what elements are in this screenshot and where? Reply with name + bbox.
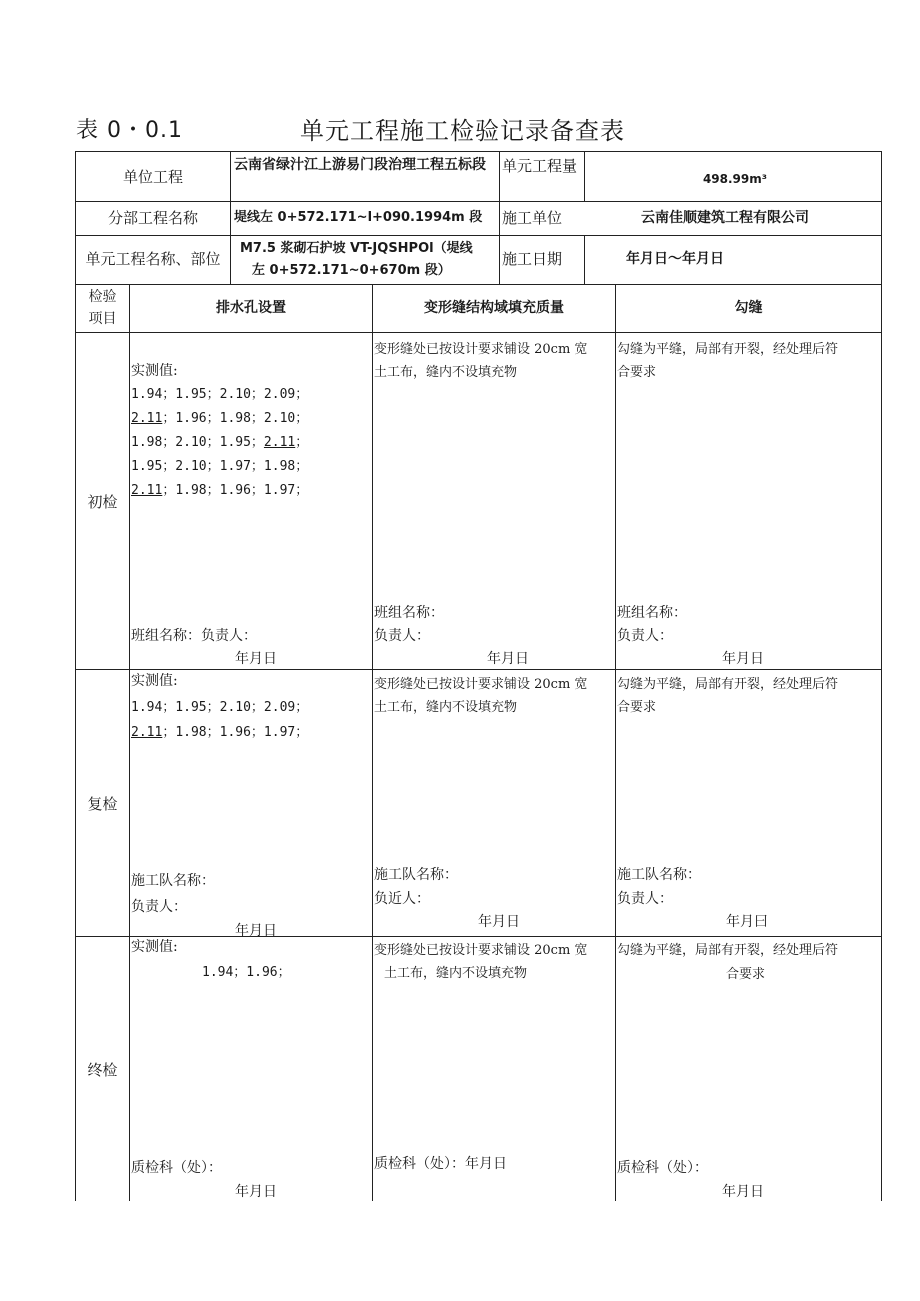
first-measured-label: 实测值: [131,363,178,379]
final-measured-label: 实测值: [131,939,178,955]
recheck-col2-text-line2: 土工布，缝内不设填充物 [374,700,518,715]
division-label: 分部工程名称 [107,209,198,227]
contractor-value: 云南佳顺建筑工程有限公司 [641,210,809,226]
final-col3-date: 年月日 [722,1184,764,1200]
first-col2-date: 年月日 [487,651,529,667]
col-header-joint-fill: 变形缝结构域填充质量 [424,300,564,316]
recheck-measured-label: 实测值: [131,673,178,689]
recheck-measured-line-1: 1.94；1.95；2.10；2.09； [131,700,309,715]
date-value: 年月日～年月日 [626,251,724,267]
element-value-line1: M7.5 浆砌石护坡 VT-JQSHPOl（堤线 [240,241,473,256]
final-measured-line-1: 1.94；1.96； [202,965,291,980]
unit-project-label: 单位工程 [122,168,183,186]
final-col3-text-line1: 勾缝为平缝，局部有开裂，经处理后符 [617,943,839,958]
recheck-col2-person: 负近人： [374,891,430,907]
first-col2-text-line2: 土工布，缝内不设填充物 [374,365,518,380]
first-col2-text-line1: 变形缝处已按设计要求铺设 20cm 宽 [374,342,588,357]
first-measured-line-2: 2.11；1.96；1.98；2.10； [131,411,309,426]
element-label: 单元工程名称、部位 [85,250,221,268]
first-measured-line-3: 1.98；2.10；1.95；2.11； [131,435,309,450]
recheck-col3-text-line1: 勾缝为平缝，局部有开裂，经处理后符 [617,677,839,692]
quantity-value: 498.99m³ [702,172,768,186]
contractor-label: 施工单位 [502,209,563,227]
final-col3-text-line2: 合要求 [726,967,766,982]
recheck-col3-person: 负责人： [617,891,673,907]
recheck-measured-line-2: 2.11；1.98；1.96；1.97； [131,725,309,740]
first-col3-text-line1: 勾缝为平缝，局部有开裂，经处理后符 [617,342,839,357]
recheck-col1-team: 施工队名称： [131,873,215,889]
recheck-col2-text-line1: 变形缝处已按设计要求铺设 20cm 宽 [374,677,588,692]
final-col2-text-line2: 土工布，缝内不设填充物 [384,966,528,981]
first-measured-line-5: 2.11；1.98；1.96；1.97； [131,483,309,498]
recheck-col1-person: 负责人： [131,899,187,915]
recheck-col1-date: 年月日 [235,923,277,936]
quantity-label: 单元工程量 [502,157,578,175]
first-col2-team: 班组名称： [374,605,444,621]
recheck-col2-team: 施工队名称： [374,867,458,883]
final-col2-sign: 质检科（处）：年月日 [374,1156,507,1172]
recheck-col3-text-line2: 合要求 [617,700,657,715]
first-col1-date: 年月日 [235,651,277,667]
page-title: 单元工程施工检验记录备查表 [300,117,625,145]
col-header-pointing: 勾缝 [734,300,763,316]
first-inspection-label: 初检 [87,493,118,511]
item-header-line1: 检验 [88,289,117,305]
first-col2-person: 负责人： [374,628,430,644]
first-col3-person: 负责人： [617,628,673,644]
recheck-col3-date: 年月曰 [726,914,768,930]
first-col3-date: 年月日 [722,651,764,667]
final-col1-date: 年月日 [235,1184,277,1200]
table-number: 表 0・0.1 [76,118,183,143]
final-col1-sign: 质检科（处）： [131,1160,222,1176]
recheck-label: 复检 [87,795,118,813]
col-header-drain-holes: 排水孔设置 [216,300,286,316]
recheck-col2-date: 年月日 [478,914,520,930]
recheck-col3-team: 施工队名称： [617,867,701,883]
final-inspection-label: 终检 [87,1061,118,1079]
first-col3-team: 班组名称： [617,605,687,621]
first-measured-line-1: 1.94；1.95；2.10；2.09； [131,387,309,402]
unit-project-value: 云南省绿汁江上游易门段治理工程五标段 [234,157,486,173]
element-value-line2: 左 0+572.171~0+670m 段） [252,263,451,278]
date-label: 施工日期 [502,250,563,268]
final-col3-sign: 质检科（处）： [617,1160,708,1176]
first-col3-text-line2: 合要求 [617,365,657,380]
item-header-line2: 项目 [88,311,117,327]
division-value: 堤线左 0+572.171~l+090.1994m 段 [234,210,483,225]
first-col1-sign: 班组名称：负责人： [131,628,257,644]
first-measured-line-4: 1.95；2.10；1.97；1.98； [131,459,309,474]
final-col2-text-line1: 变形缝处已按设计要求铺设 20cm 宽 [374,943,588,958]
